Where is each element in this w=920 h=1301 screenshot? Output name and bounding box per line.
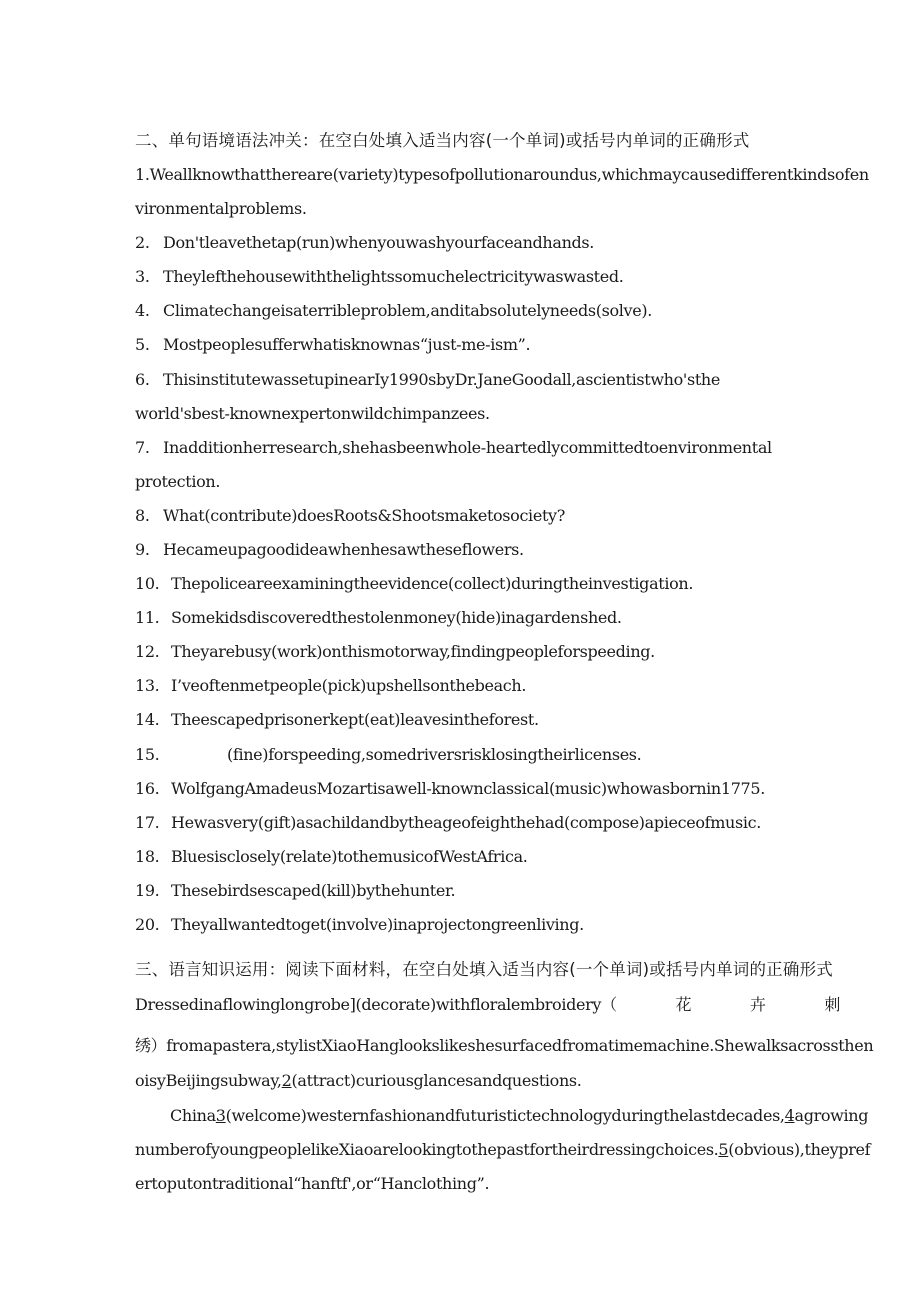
passage-fragment: (decorate)withfloralembroidery（ [355,995,617,1014]
question-number: 7. [135,438,150,457]
question-18 [135,846,840,868]
question-number: 15. [135,745,160,764]
passage-fragment: China [170,1106,216,1125]
question-text: Theylefthehousewiththelightssomuchelectricitywaswasted. [163,267,624,286]
question-text: Somekidsdiscoveredthestolenmoney(hide)inagardenshed. [171,608,622,627]
gloss-char: 花 [675,995,692,1014]
question-20 [135,914,840,936]
blank-number: 5 [718,1140,729,1159]
question-number: 20. [135,915,160,934]
question-number: 17. [135,813,160,832]
question-number: 14. [135,710,160,729]
question-8 [135,505,840,527]
passage-fragment: oisyBeijingsubway, [135,1071,282,1090]
question-10 [135,573,840,595]
question-text: Don'tleavethetap(run)whenyouwashyourfaceandhands. [163,233,595,252]
question-12 [135,641,840,663]
question-text: I’veoftenmetpeople(pick)upshellsonthebeach. [171,676,527,695]
question-1-line-2: vironmentalproblems. [135,199,307,218]
passage-fragment: numberofyoungpeoplelikeXiaoarelookingtothepastfortheirdressingchoices. [135,1140,719,1159]
gloss-char: 刺 [824,995,840,1014]
question-text: Theyarebusy(work)onthismotorway,findingpeopleforspeeding. [171,642,655,661]
question-15 [135,744,840,766]
question-13 [135,675,840,697]
question-text: WolfgangAmadeusMozartisawell-knownclassical(music)whowasbornin1775. [171,779,765,798]
question-number: 10. [135,574,160,593]
passage-line-5 [135,1139,871,1161]
question-text: Theyallwantedtoget(involve)inaprojectongreenliving. [171,915,584,934]
question-text: Hewasvery(gift)asachildandbytheageofeighthehad(compose)apieceofmusic. [171,813,761,832]
question-number: 3. [135,267,150,286]
question-16 [135,778,840,800]
question-19 [135,880,840,902]
question-text: Weallknowthatthereare(variety)typesofpollutionaroundus,whichmaycausedifferentkindsofen [149,165,869,184]
question-text: Climatechangeisaterribleproblem,anditabsolutelyneeds(solve). [163,301,652,320]
question-text: Mostpeoplesufferwhatisknownas“just-me-ism”. [163,335,531,354]
passage-fragment: (welcome)westernfashionandfuturistictechnologyduringthelastdecades, [225,1106,785,1125]
question-number: 9. [135,540,150,559]
section-3-heading: 三、语言知识运用：阅读下面材料，在空白处填入适当内容(一个单词)或括号内单词的正确形式 [135,960,833,979]
question-5 [135,334,840,356]
passage-text [135,994,617,1016]
question-text: Inadditionherresearch,shehasbeenwhole-heartedlycommittedtoenvironmental [163,438,772,457]
question-number: 1. [135,165,150,184]
question-text: What(contribute)doesRoots&Shootsmaketosociety? [163,506,565,525]
question-number: 11. [135,608,160,627]
question-number: 19. [135,881,160,900]
passage-line-2: 绣）fromapastera,stylistXiaoHanglookslikeshesurfacedfromatimemachine.Shewalksacrossthen [135,1036,874,1055]
question-number: 12. [135,642,160,661]
passage-fragment: (obvious),theypref [728,1140,871,1159]
question-text: Thesebirdsescaped(kill)bythehunter. [171,881,456,900]
question-9 [135,539,840,561]
passage-line-4 [135,1105,869,1127]
section-2-heading: 二、单句语境语法冲关：在空白处填入适当内容(一个单词)或括号内单词的正确形式 [135,131,750,150]
question-4 [135,300,840,322]
question-text: Hecameupagoodideawhenhesawtheseflowers. [163,540,524,559]
passage-line-3 [135,1070,840,1092]
gloss-char: 卉 [749,995,766,1014]
question-number: 5. [135,335,150,354]
question-number: 2. [135,233,150,252]
question-7-line-2: protection. [135,472,221,491]
question-number: 8. [135,506,150,525]
blank-number: 2 [281,1071,292,1090]
question-11 [135,607,840,629]
question-number: 18. [135,847,160,866]
question-text: Bluesisclosely(relate)tothemusicofWestAfrica. [171,847,528,866]
question-text: Theescapedprisonerkept(eat)leavesintheforest. [171,710,539,729]
question-text: (fine)forspeeding,somedriversrisklosingtheirlicenses. [227,745,642,764]
question-1-line-1 [135,164,869,186]
question-text: Thepoliceareexaminingtheevidence(collect)duringtheinvestigation. [171,574,694,593]
passage-fragment: (attract)curiousglancesandquestions. [291,1071,582,1090]
passage-line-1-spread [135,994,840,1016]
question-7-line-1 [135,437,840,459]
passage-line-6: ertoputontraditional“hanftf',or“Hanclothing”. [135,1174,490,1193]
question-14 [135,709,840,731]
passage-fragment: Dressedinaflowinglongrobe] [135,995,356,1014]
question-text: ThisinstitutewassetupinearIy1990sbyDr.JaneGoodall,ascientistwho'sthe [163,370,720,389]
question-3 [135,266,840,288]
question-6-line-1 [135,369,840,391]
question-number: 4. [135,301,150,320]
question-number: 16. [135,779,160,798]
passage-fragment: agrowing [794,1106,869,1125]
blank-number: 3 [215,1106,226,1125]
question-2 [135,232,840,254]
question-number: 6. [135,370,150,389]
question-17 [135,812,840,834]
question-6-line-2: world'sbest-knownexpertonwildchimpanzees. [135,404,490,423]
blank-number: 4 [784,1106,795,1125]
question-number: 13. [135,676,160,695]
passage-line-1 [135,994,840,1016]
